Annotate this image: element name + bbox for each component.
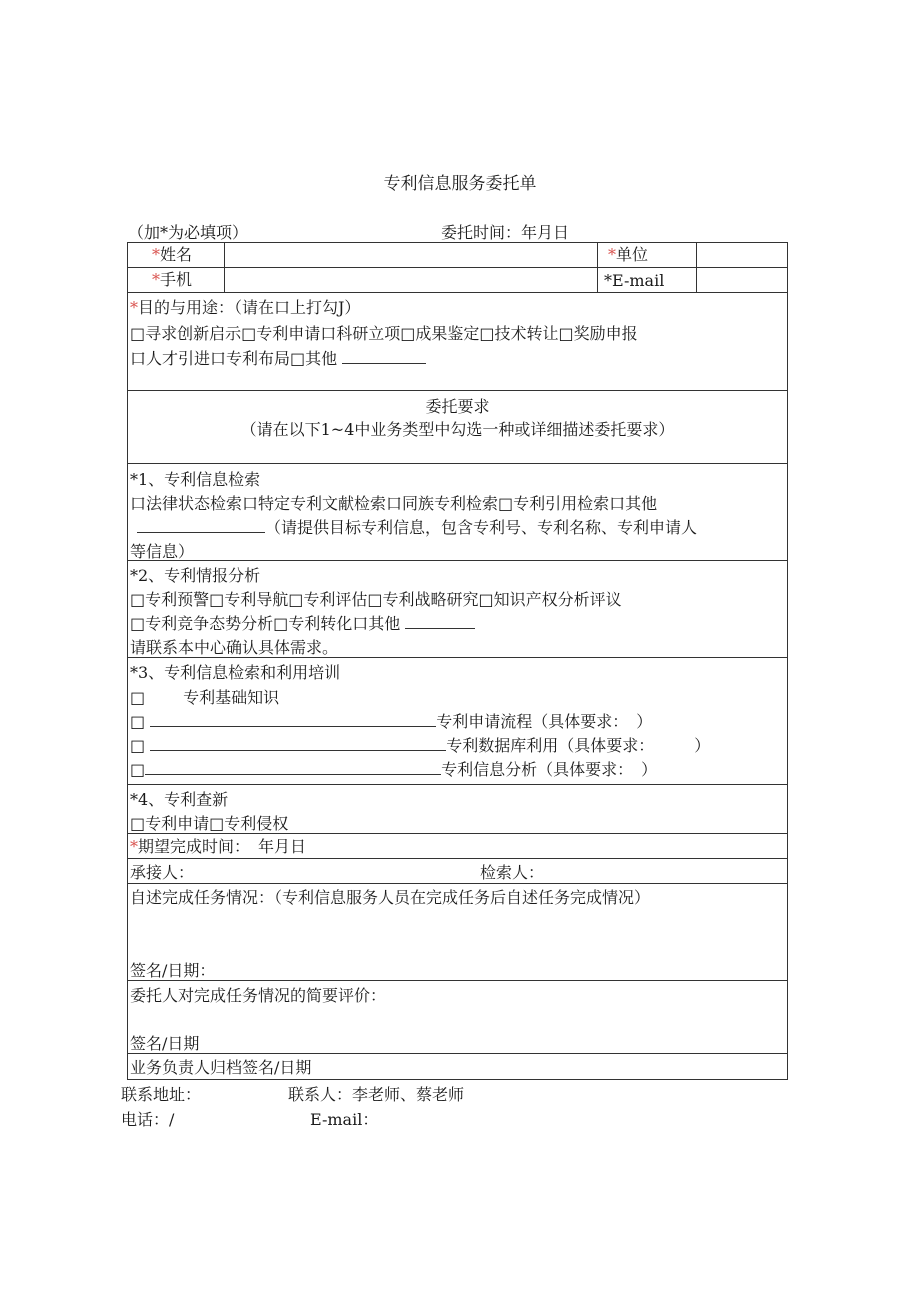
email-label-cell bbox=[598, 268, 697, 292]
unit-label-cell: *单位 bbox=[598, 243, 697, 267]
retriever-label: 检索人： bbox=[480, 863, 545, 882]
archive-row bbox=[128, 1054, 787, 1079]
section4-options[interactable]: □专利申请□专利侵权 bbox=[130, 814, 289, 833]
phone-input[interactable] bbox=[225, 268, 598, 292]
sign-date-1[interactable]: 签名/日期： bbox=[130, 961, 216, 980]
contact-email: E-mail： bbox=[310, 1110, 379, 1129]
training-item-database[interactable]: □ 专利数据库利用（具体要求： ） bbox=[130, 736, 711, 755]
section-training bbox=[128, 658, 787, 785]
section1-detail-cont: 等信息） bbox=[130, 542, 195, 561]
name-row bbox=[128, 243, 787, 268]
name-label: 姓名 bbox=[160, 245, 193, 264]
section4-title: *4、专利查新 bbox=[130, 790, 229, 809]
training-item-application[interactable]: □ 专利申请流程（具体要求： ） bbox=[130, 712, 653, 731]
purpose-label: *目的与用途：（请在口上打勾J） bbox=[130, 298, 361, 317]
training-item-basic[interactable]: □ 专利基础知识 bbox=[130, 688, 280, 707]
form-title: 专利信息服务委托单 bbox=[383, 174, 537, 194]
client-eval-section bbox=[128, 981, 787, 1054]
client-eval-label: 委托人对完成任务情况的简要评价： bbox=[130, 986, 387, 1005]
self-report-label: 自述完成任务情况：（专利信息服务人员在完成任务后自述任务完成情况） bbox=[130, 888, 651, 907]
purpose-options-2[interactable]: 口人才引进口专利布局□其他 bbox=[130, 346, 426, 369]
sign-date-2[interactable]: 签名/日期 bbox=[130, 1034, 200, 1053]
section-patent-search bbox=[128, 464, 787, 561]
handler-row bbox=[128, 859, 787, 884]
section-novelty-search bbox=[128, 785, 787, 834]
unit-input[interactable] bbox=[697, 243, 787, 267]
phone-label-cell: *手机 bbox=[128, 268, 225, 292]
training-item-analysis[interactable]: □ 专利信息分析（具体要求： ） bbox=[130, 760, 658, 779]
contact-address: 联系地址： bbox=[121, 1085, 202, 1104]
section2-title: *2、专利情报分析 bbox=[130, 566, 261, 585]
undertaker-label: 承接人： bbox=[130, 863, 195, 882]
section1-options[interactable]: 口法律状态检索口特定专利文献检索口同族专利检索□专利引用检索口其他 bbox=[130, 494, 658, 513]
section1-title: *1、专利信息检索 bbox=[130, 470, 261, 489]
archive-label[interactable]: 业务负责人归档签名/日期 bbox=[130, 1058, 312, 1077]
section3-title: *3、专利信息检索和利用培训 bbox=[130, 663, 341, 682]
section-patent-analysis bbox=[128, 561, 787, 658]
form-table bbox=[127, 242, 788, 1080]
required-note: （加*为必填项） bbox=[128, 223, 249, 242]
requirements-subtitle: （请在以下1~4中业务类型中勾选一种或详细描述委托要求） bbox=[240, 420, 675, 439]
requirements-title: 委托要求 bbox=[425, 397, 490, 416]
expected-time-row bbox=[128, 834, 787, 859]
requirements-header bbox=[128, 391, 787, 464]
section2-options-1[interactable]: □专利预警□专利导航□专利评估□专利战略研究□知识产权分析评议 bbox=[130, 590, 622, 609]
expected-time[interactable]: *期望完成时间： 年月日 bbox=[130, 837, 307, 856]
contact-phone: 电话：/ bbox=[121, 1110, 175, 1129]
email-input[interactable] bbox=[697, 268, 787, 292]
phone-row bbox=[128, 268, 787, 293]
purpose-section bbox=[128, 293, 787, 391]
section2-options-2[interactable]: □专利竞争态势分析□专利转化口其他 bbox=[130, 611, 475, 634]
entrust-time: 委托时间：年月日 bbox=[441, 223, 570, 242]
self-report-section bbox=[128, 884, 787, 981]
contact-person: 联系人：李老师、蔡老师 bbox=[288, 1085, 465, 1104]
section1-detail[interactable]: （请提供目标专利信息，包含专利号、专利名称、专利申请人 bbox=[130, 515, 697, 538]
phone-label: 手机 bbox=[160, 270, 193, 289]
unit-label: 单位 bbox=[616, 245, 649, 264]
section2-note: 请联系本中心确认具体需求。 bbox=[130, 638, 339, 657]
purpose-options-1[interactable]: □寻求创新启示□专利申请口科研立项□成果鉴定□技术转让□奖励申报 bbox=[130, 324, 638, 343]
name-label-cell: *姓名 bbox=[128, 243, 225, 267]
email-label: *E-mail bbox=[604, 271, 665, 290]
name-input[interactable] bbox=[225, 243, 598, 267]
